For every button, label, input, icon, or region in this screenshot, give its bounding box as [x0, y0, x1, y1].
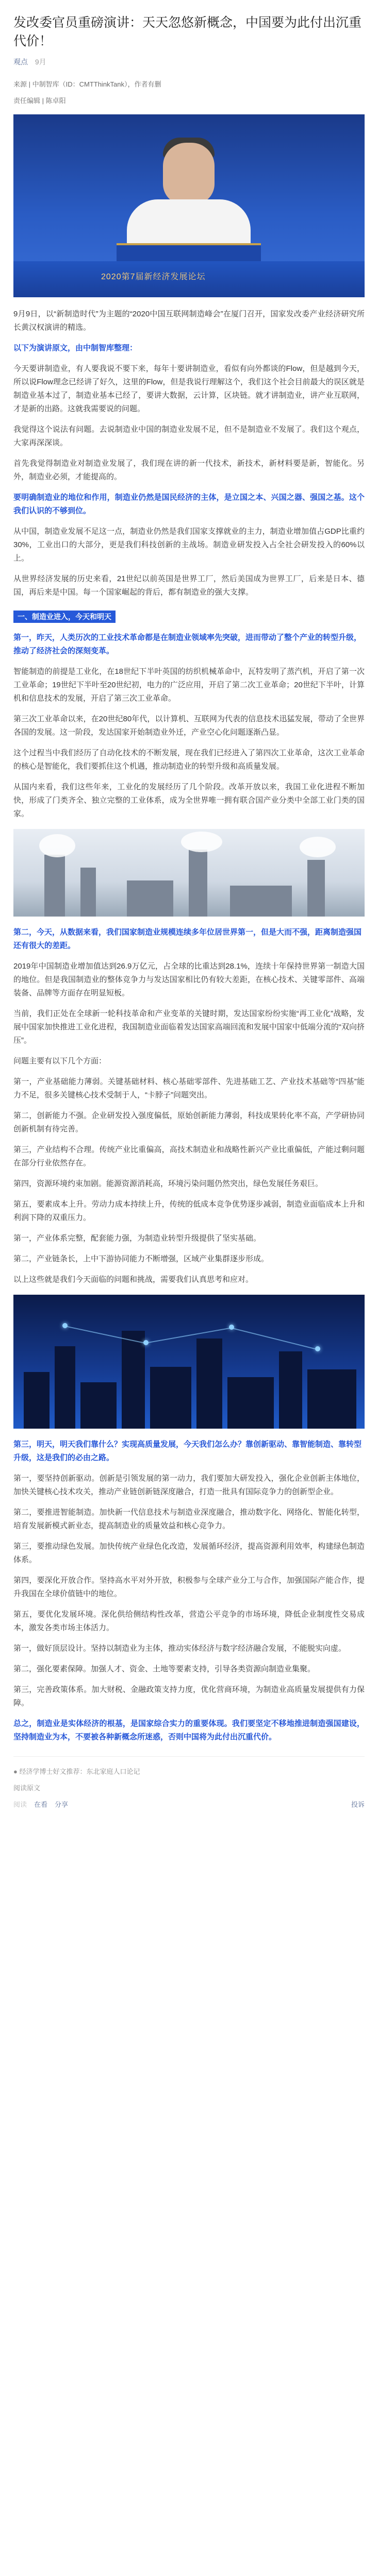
paragraph: 从国内来看，我们这些年来，工业化的发展经历了几个阶段。改革开放以来，我国工业化进程不断加快，形成了门类齐全、独立完整的工业体系，成为全世界唯一拥有联合国产业分类中全部工业门类的国家。 — [13, 783, 365, 818]
paragraph: 第二，强化要素保障。加强人才、资金、土地等要素支持，引导各类资源向制造业集聚。 — [13, 1665, 316, 1673]
author-link[interactable]: 观点 — [13, 58, 28, 66]
network-link — [230, 1327, 315, 1349]
paragraph: 今天要讲制造业，有人要我说不要下来，每年十要讲制造业，看似有向外都谈的Flow，但是越到今天，所以说Flow理念已经讲了好久，这里的Flow，但是我说行理解这个，我们这个社会目前最大的误区就是制造业基本过了，制造业基本已经了，要讲大数据，云计算，区块链。就才讲制造业，讲产业互联网，才是新的出路。这就我需要说的问题。 — [13, 364, 365, 413]
paragraph: 第二，产业链条长，上中下游协同能力不断增强，区域产业集群逐步形成。 — [13, 1255, 269, 1263]
article-meta — [13, 57, 365, 67]
section-heading: 第二，今天，从数据来看，我们国家制造业规模连续多年位居世界第一，但是大而不强，距离制造强国还有很大的差距。 — [13, 928, 362, 950]
report-link[interactable]: 投诉 — [351, 1801, 365, 1808]
section-heading: 第一，昨天，人类历次的工业技术革命都是在制造业领域率先突破，进而带动了整个产业的转型升级，推动了经济社会的深刻变革。 — [13, 633, 362, 655]
section-tag: 一、制造业进入，今天和明天 — [13, 611, 116, 623]
speaker-head — [163, 143, 215, 205]
chimney — [44, 855, 65, 917]
chimney — [307, 860, 325, 917]
paragraph: 第三次工业革命以来，在20世纪80年代，以计算机、互联网为代表的信息技术迅猛发展，带动了全世界各国的发展。这一阶段，发达国家开始制造业外迁，产业空心化问题逐渐凸显。 — [13, 715, 365, 737]
factory-building — [230, 886, 292, 917]
like-button[interactable]: 在看 — [34, 1801, 48, 1808]
building — [80, 1382, 117, 1429]
article-footer — [13, 1756, 365, 1809]
building — [279, 1351, 302, 1429]
banner-text: 2020第7届新经济发展论坛 — [101, 273, 206, 281]
building — [55, 1346, 75, 1429]
network-node — [229, 1325, 234, 1330]
section-heading: 第三，明天，明天我们靠什么？实现高质量发展，今天我们怎么办？靠创新驱动、靠智能制造、靠转型升级，这是我们的必由之路。 — [13, 1440, 362, 1462]
share-button[interactable]: 分享 — [55, 1801, 69, 1808]
paragraph: 第二，创新能力不强。企业研发投入强度偏低，原始创新能力薄弱，科技成果转化率不高，产学研协同创新机制有待完善。 — [13, 1111, 365, 1133]
network-node — [62, 1323, 68, 1328]
paragraph-intro: 9月9日，以“新制造时代”为主题的“2020中国互联网制造峰会”在厦门召开，国家发改委产业经济研究所长黄汉权演讲的精选。 — [13, 310, 365, 332]
building — [227, 1377, 274, 1429]
paragraph: 我觉得这个说法有问题。去说制造业中国的制造业发展不足，但不是制造业不发展了。我们这个观点，大家再深深谈。 — [13, 425, 365, 447]
paragraph-closing: 总之，制造业是实体经济的根基，是国家综合实力的重要体现。我们要坚定不移地推进制造强国建设，坚持制造业为本，不要被各种新概念所迷惑，否则中国将为此付出沉重代价。 — [13, 1719, 365, 1741]
paragraph: 第三，完善政策体系。加大财税、金融政策支持力度，优化营商环境，为制造业高质量发展提供有力保障。 — [13, 1685, 365, 1707]
building — [150, 1367, 191, 1429]
paragraph: 第一，要坚持创新驱动。创新是引领发展的第一动力，我们要加大研发投入，强化企业创新主体地位，加快关键核心技术攻关，推动产业链创新链深度融合，打造一批具有国际竞争力的创新型企业。 — [13, 1474, 365, 1496]
paragraph: 第三，产业结构不合理。传统产业比重偏高，高技术制造业和战略性新兴产业比重偏低，产能过剩问题在部分行业依然存在。 — [13, 1145, 365, 1167]
source-line: 来源 | 中制智库（ID：CMTThinkTank），作者有删 — [13, 80, 161, 88]
building — [24, 1372, 50, 1429]
article-container — [0, 13, 378, 1809]
paragraph: 2019年中国制造业增加值达到26.9万亿元，占全球的比重达到28.1%，连续十年保持世界第一制造大国的地位。但是我国制造业的整体竞争力与发达国家相比仍有较大差距，在核心技术、关键零部件、高端装备、品牌等方面存在明显短板。 — [13, 962, 365, 997]
publish-date: 9月 — [35, 58, 46, 66]
paragraph: 第二，要推进智能制造。加快新一代信息技术与制造业深度融合，推动数字化、网络化、智能化转型，培育发展新模式新业态，提高制造业的质量效益和核心竞争力。 — [13, 1508, 365, 1530]
paragraph: 第五，要素成本上升。劳动力成本持续上升，传统的低成本竞争优势逐步减弱，制造业面临成本上升和利润下降的双重压力。 — [13, 1200, 365, 1222]
read-original-link[interactable]: 阅读原文 — [13, 1784, 41, 1792]
speaker-photo — [13, 114, 365, 297]
paragraph: 问题主要有以下几个方面： — [13, 1057, 107, 1065]
engagement-actions — [13, 1799, 68, 1809]
factory-image — [13, 829, 365, 917]
paragraph: 首先我觉得制造业对制造业发展了，我们现在讲的新一代技术，新技术，新材料要是新，智能化。另外，制造业必须，才能提高的。 — [13, 459, 365, 481]
paragraph: 以上这些就是我们今天面临的问题和挑战，需要我们认真思考和应对。 — [13, 1275, 254, 1284]
paragraph: 智能制造的前提是工业化，在18世纪下半叶英国的纺织机械革命中，瓦特发明了蒸汽机，开启了第一次工业革命；19世纪下半叶至20世纪初，电力的广泛应用，开启了第二次工业革命；20世纪下半叶，计算机和信息技术的发展，开启了第三次工业革命。 — [13, 667, 365, 703]
read-count-label: 阅读 — [13, 1801, 27, 1808]
smart-city-image — [13, 1295, 365, 1429]
paragraph: 第五，要优化发展环境。深化供给侧结构性改革，营造公平竞争的市场环境，降低企业制度性交易成本，激发各类市场主体活力。 — [13, 1610, 365, 1632]
factory-building — [127, 880, 173, 917]
paragraph: 从中国，制造业发展不足这一点，制造业仍然是我们国家支撑就业的主力，制造业增加值占GDP比重约30%，工业出口的大部分，更是我们科技创新的主战场。制造业研发投入占全社会研发投入的60%以上。 — [13, 527, 365, 563]
paragraph: 这个过程当中我们经历了自动化技术的不断发展，现在我们已经进入了第四次工业革命，这次工业革命的核心是智能化，我们要抓住这个机遇，推动制造业的转型升级和高质量发展。 — [13, 749, 365, 771]
engagement-row — [13, 1799, 365, 1809]
network-node — [143, 1340, 149, 1345]
paragraph-highlight: 要明确制造业的地位和作用，制造业仍然是国民经济的主体，是立国之本、兴国之器、强国之基。这个我们认识的不够到位。 — [13, 493, 365, 515]
paragraph: 第三，要推动绿色发展。加快传统产业绿色化改造，发展循环经济，提高资源利用效率，构建绿色制造体系。 — [13, 1542, 365, 1564]
paragraph: 第四，要深化开放合作。坚持高水平对外开放，积极参与全球产业分工与合作，加强国际产能合作，提升我国在全球价值链中的地位。 — [13, 1576, 365, 1598]
paragraph: 第四，资源环境约束加剧。能源资源消耗高，环境污染问题仍然突出，绿色发展任务艰巨。 — [13, 1179, 323, 1188]
building — [196, 1338, 222, 1429]
paragraph: 从世界经济发展的历史来看，21世纪以前英国是世界工厂，然后美国成为世界工厂，后来是日本、德国，再后来是中国。每一个国家崛起的背后，都有制造业的强大支撑。 — [13, 574, 365, 597]
network-node — [315, 1346, 320, 1351]
smoke — [300, 837, 336, 857]
paragraph: 第一，产业基础能力薄弱。关键基础材料、核心基础零部件、先进基础工艺、产业技术基础等“四基”能力不足，很多关键核心技术受制于人，“卡脖子”问题突出。 — [13, 1077, 365, 1099]
building — [122, 1331, 145, 1429]
building — [307, 1369, 356, 1429]
recommend-link[interactable]: ● 经济学博士好文推荐：东北家庭人口论记 — [13, 1768, 140, 1775]
article-title: 发改委官员重磅演讲：天天忽悠新概念，中国要为此付出沉重代价！ — [13, 15, 362, 48]
paragraph-lead: 以下为演讲原文，由中制智库整理： — [13, 344, 138, 352]
smoke — [181, 832, 222, 852]
paragraph: 当前，我们正处在全球新一轮科技革命和产业变革的关键时期，发达国家纷纷实施“再工业化”战略，发展中国家加快推进工业化进程，我国制造业面临着发达国家高端回流和发展中国家中低端分流的“双向挤压”。 — [13, 1009, 365, 1045]
chimney — [189, 850, 207, 917]
paragraph: 第一，做好顶层设计。坚持以制造业为主体，推动实体经济与数字经济融合发展，不能脱实向虚。 — [13, 1644, 347, 1653]
paragraph: 第一，产业体系完整，配套能力强，为制造业转型升级提供了坚实基础。 — [13, 1234, 261, 1243]
smoke — [39, 834, 75, 857]
editor-line: 责任编辑 | 陈卓阳 — [13, 97, 66, 105]
chimney — [80, 868, 96, 917]
